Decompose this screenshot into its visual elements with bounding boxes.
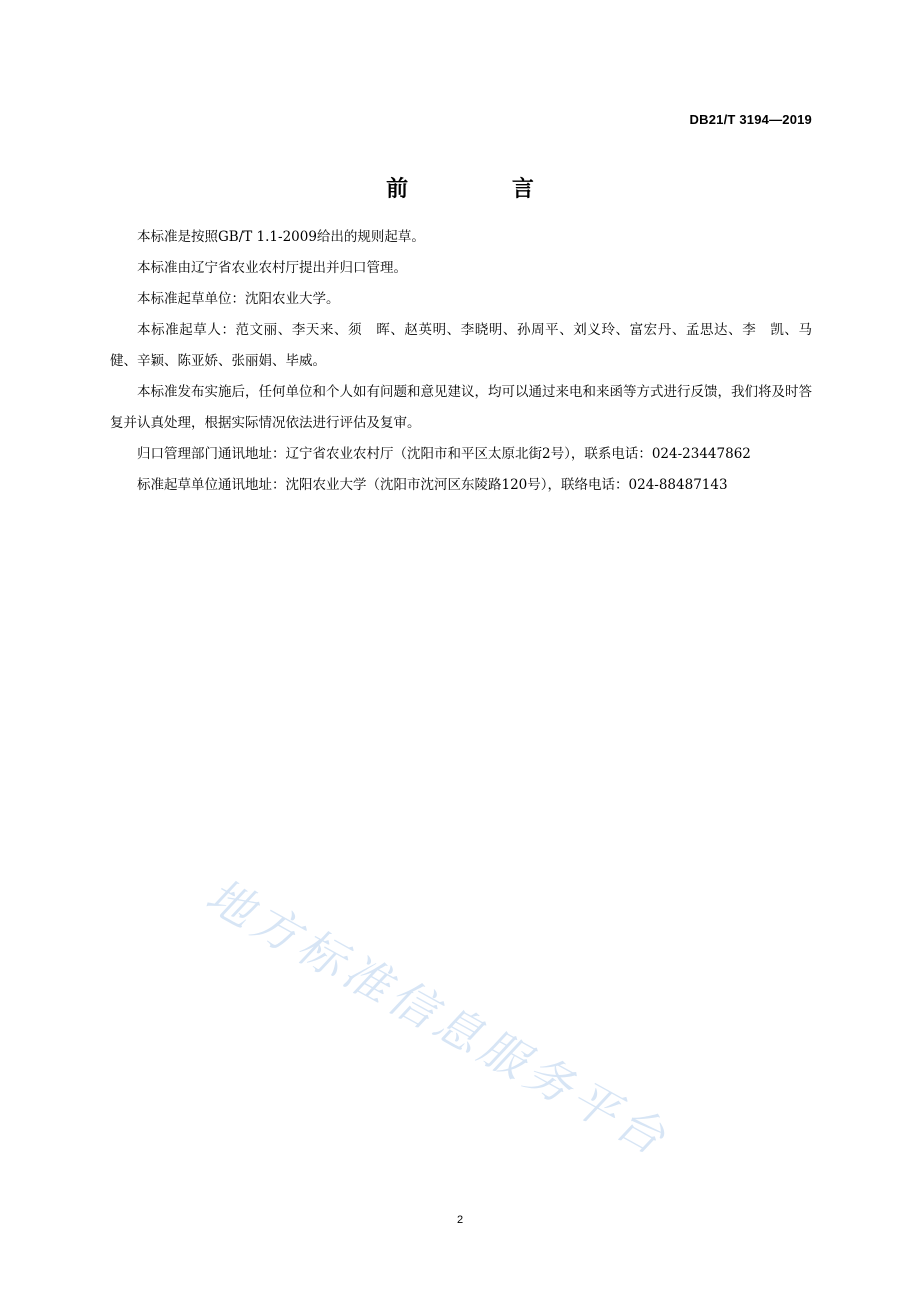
watermark: 地方标准信息服务平台 — [197, 867, 679, 1168]
paragraph-feedback: 本标准发布实施后，任何单位和个人如有问题和意见建议，均可以通过来电和来函等方式进行反馈，我们将及时答复并认真处理，根据实际情况依法进行评估及复审。 — [110, 384, 812, 431]
page-title: 前 言 — [386, 177, 582, 202]
paragraph-management-address: 归口管理部门通讯地址：辽宁省农业农村厅（沈阳市和平区太原北街2号），联系电话：024-23447862 — [137, 446, 751, 462]
page-number: 2 — [456, 1214, 464, 1226]
paragraph-drafting-unit: 本标准起草单位：沈阳农业大学。 — [137, 291, 340, 307]
paragraph-unit-address: 标准起草单位通讯地址：沈阳农业大学（沈阳市沈河区东陵路120号），联络电话：024-88487143 — [137, 477, 728, 493]
paragraph-proposer: 本标准由辽宁省农业农村厅提出并归口管理。 — [137, 260, 407, 276]
standard-code: DB21/T 3194—2019 — [689, 112, 812, 127]
foreword-body — [110, 222, 826, 501]
paragraph-drafting-rules: 本标准是按照GB/T 1.1-2009给出的规则起草。 — [137, 229, 425, 245]
paragraph-drafters: 本标准起草人：范文丽、李天来、须 晖、赵英明、李晓明、孙周平、刘义玲、富宏丹、孟思达、李 凯、马 健、辛颖、陈亚娇、张丽娟、毕威。 — [110, 322, 826, 369]
